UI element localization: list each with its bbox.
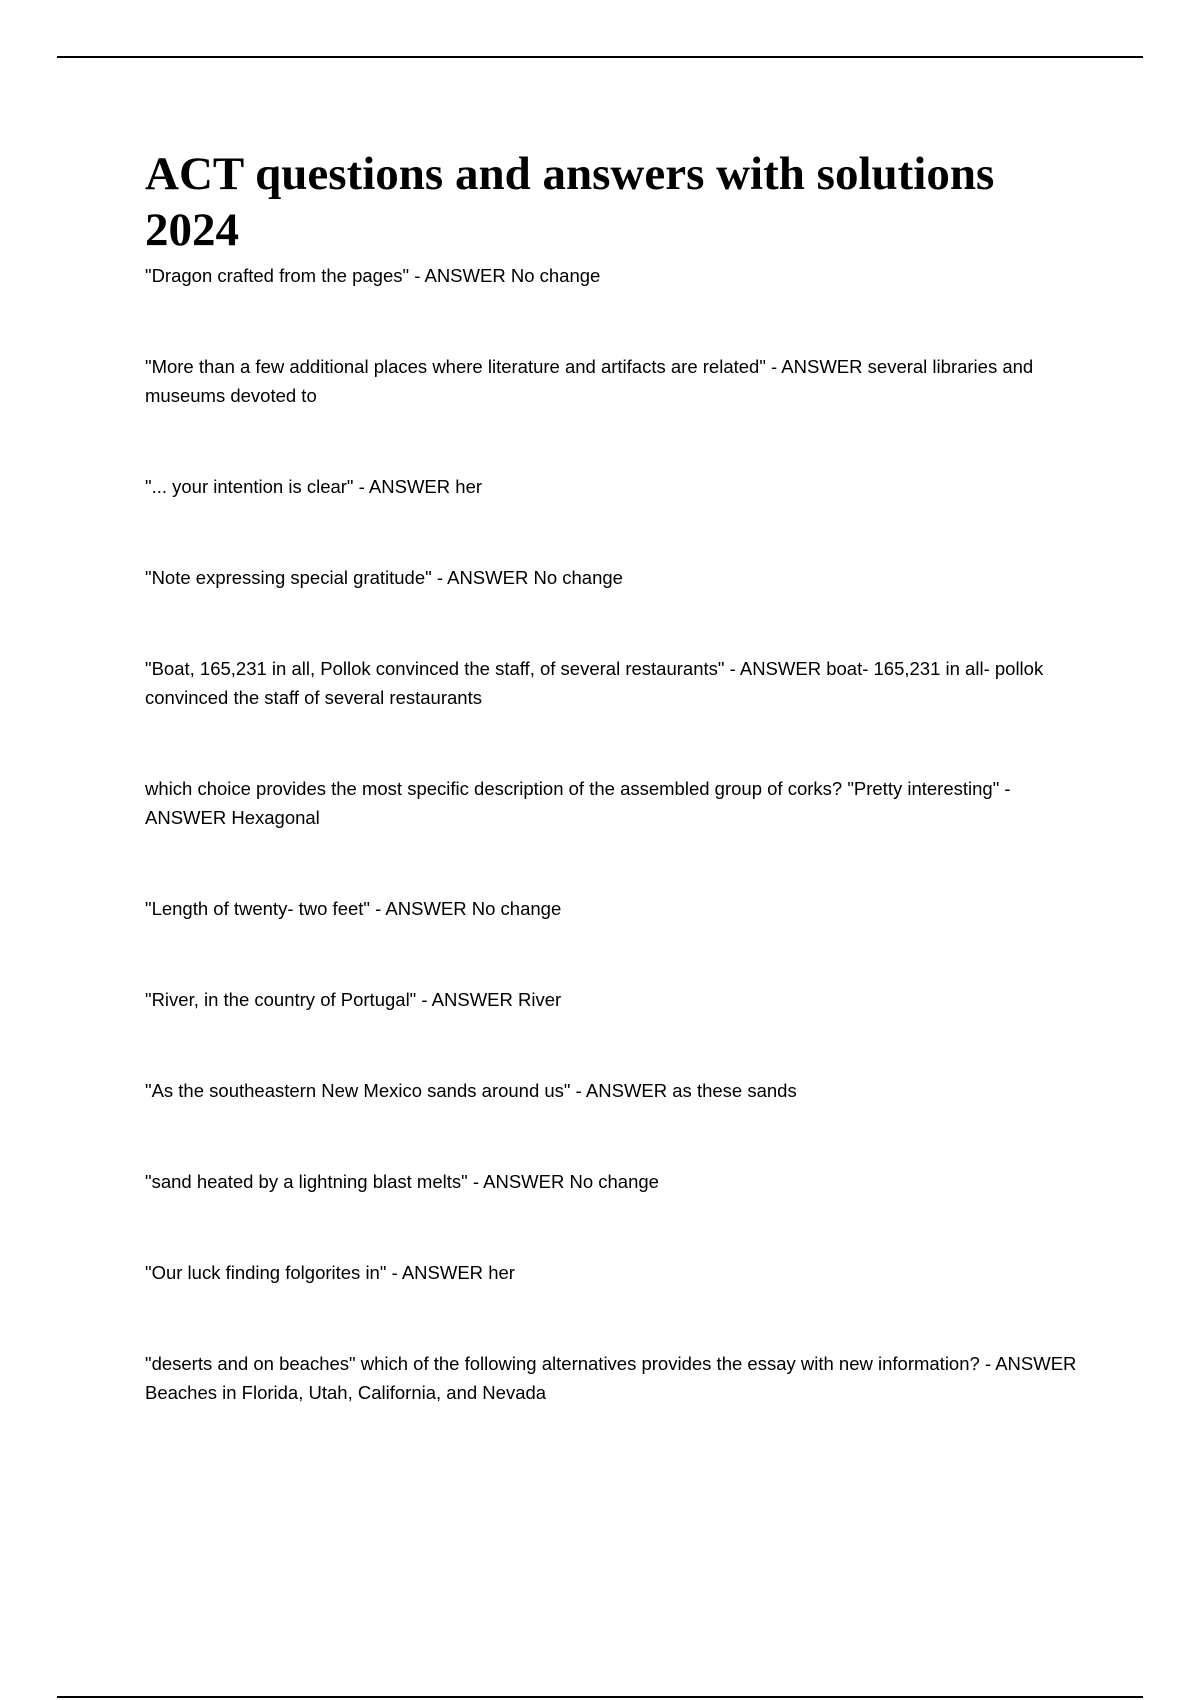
question-text: which choice provides the most specific description of the assembled group of corks? "Pretty interesting" — [145, 778, 1000, 799]
document-title: ACT questions and answers with solutions 2024 — [145, 148, 995, 256]
qa-item — [145, 261, 1095, 290]
qa-list — [145, 261, 1095, 1407]
answer-text: River — [518, 989, 562, 1010]
answer-label: - ANSWER — [984, 1353, 1077, 1374]
question-text: "River, in the country of Portugal" — [145, 989, 417, 1010]
question-text: "Boat, 165,231 in all, Pollok convinced the staff, of several restaurants" — [145, 658, 725, 679]
qa-item — [145, 563, 1095, 592]
question-text: "Dragon crafted from the pages" — [145, 265, 410, 286]
answer-label: - ANSWER — [358, 476, 451, 497]
answer-label: - ANSWER — [145, 778, 1011, 828]
qa-item — [145, 472, 1095, 501]
answer-text: Beaches in Florida, Utah, California, and Nevada — [145, 1382, 547, 1403]
answer-label: - ANSWER — [414, 265, 506, 286]
question-text: "More than a few additional places where literature and artifacts are related" — [145, 356, 766, 377]
answer-text: No change — [471, 898, 562, 919]
answer-label: - ANSWER — [421, 989, 513, 1010]
answer-text: No change — [510, 265, 601, 286]
question-text: "As the southeastern New Mexico sands around us" — [145, 1080, 571, 1101]
answer-label: - ANSWER — [472, 1171, 565, 1192]
answer-text: Hexagonal — [231, 807, 320, 828]
answer-text: boat- 165,231 in all- pollok convinced the staff of several restaurants — [145, 658, 1044, 708]
qa-item — [145, 352, 1095, 410]
bottom-rule — [57, 1696, 1143, 1698]
question-text: "Length of twenty- two feet" — [145, 898, 370, 919]
qa-item — [145, 774, 1095, 832]
answer-label: - ANSWER — [729, 658, 822, 679]
qa-item — [145, 985, 1095, 1014]
answer-text: her — [488, 1262, 515, 1283]
qa-item — [145, 1349, 1095, 1407]
answer-text: several libraries and museums devoted to — [145, 356, 1034, 406]
answer-label: - ANSWER — [391, 1262, 484, 1283]
answer-label: - ANSWER — [436, 567, 529, 588]
answer-text: as these sands — [672, 1080, 797, 1101]
question-text: "sand heated by a lightning blast melts" — [145, 1171, 468, 1192]
answer-label: - ANSWER — [771, 356, 863, 377]
answer-text: No change — [533, 567, 623, 588]
top-rule — [57, 56, 1143, 58]
qa-item — [145, 1076, 1095, 1105]
question-text: "... your intention is clear" — [145, 476, 354, 497]
answer-text: No change — [569, 1171, 659, 1192]
qa-item — [145, 1167, 1095, 1196]
answer-text: her — [455, 476, 483, 497]
answer-label: - ANSWER — [375, 898, 467, 919]
question-text: "deserts and on beaches" which of the following alternatives provides the essay with new information? — [145, 1353, 980, 1374]
question-text: "Note expressing special gratitude" — [145, 567, 432, 588]
document-body — [145, 146, 1095, 1469]
qa-item — [145, 654, 1095, 712]
answer-label: - ANSWER — [575, 1080, 668, 1101]
question-text: "Our luck finding folgorites in" — [145, 1262, 387, 1283]
qa-item — [145, 894, 1095, 923]
qa-item — [145, 1258, 1095, 1287]
